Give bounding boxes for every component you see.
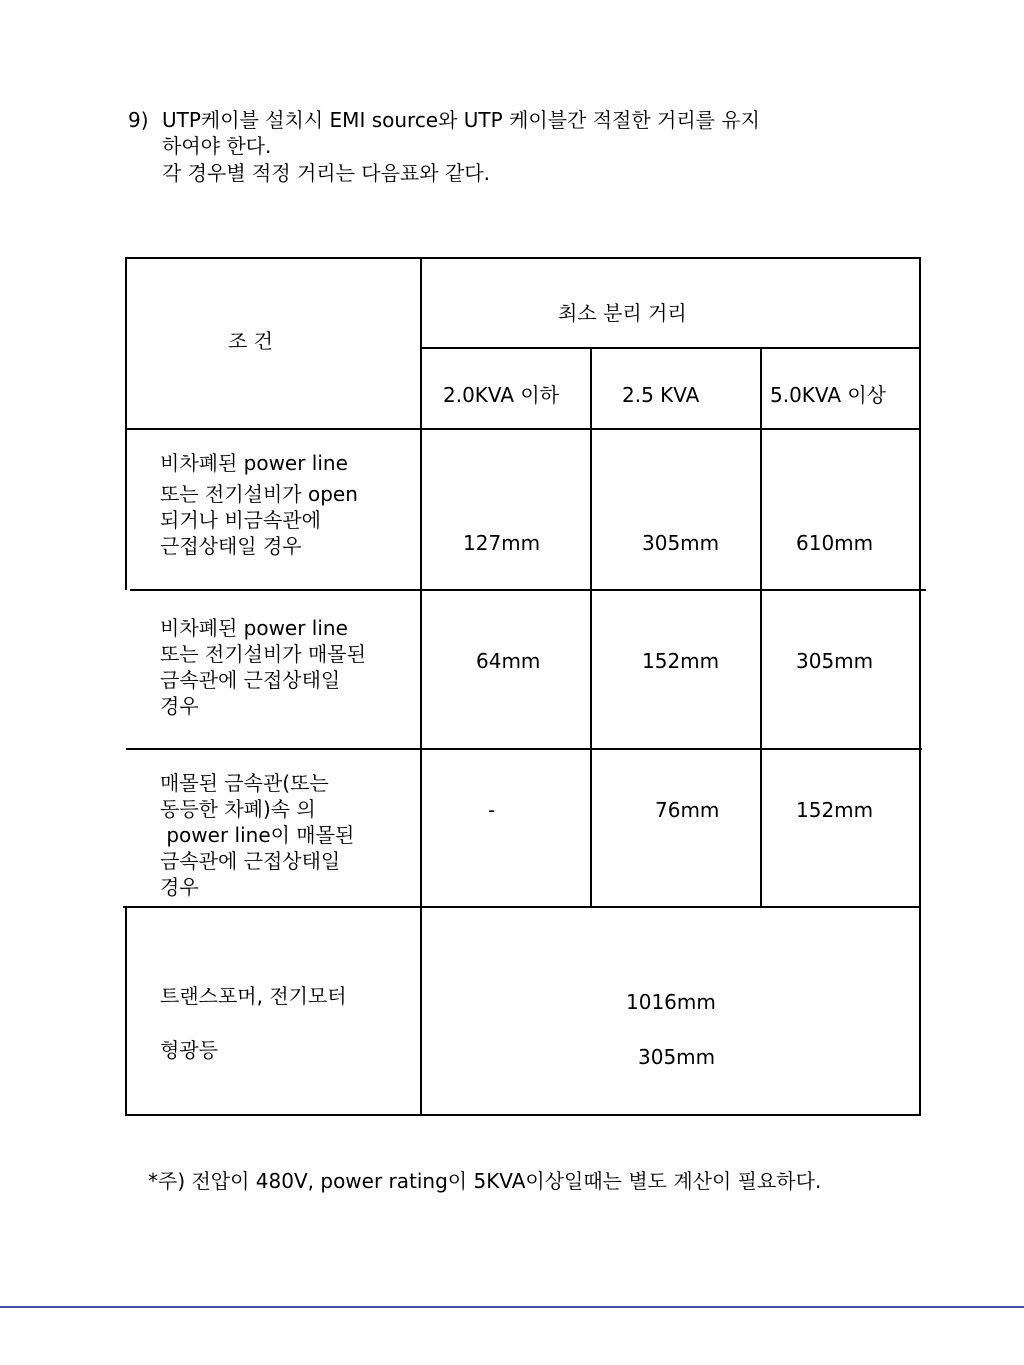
condition-header: 조 건 bbox=[228, 329, 273, 353]
row-2-value-2-5kva: 152mm bbox=[642, 649, 720, 673]
intro-line-1: UTP케이블 설치시 EMI source와 UTP 케이블간 적절한 거리를 유지 bbox=[162, 108, 760, 132]
table-divider-col-2 bbox=[760, 348, 762, 907]
intro-line-3: 각 경우별 적정 거리는 다음표와 같다. bbox=[162, 161, 490, 185]
footer-rule bbox=[0, 1306, 1024, 1308]
row-3-condition-line: 경우 bbox=[160, 875, 199, 899]
table-border-right bbox=[919, 257, 921, 1116]
row-3-value-2kva: - bbox=[488, 798, 496, 822]
table-divider-condition bbox=[420, 257, 422, 1116]
table-rule-row-1 bbox=[130, 589, 926, 591]
footnote: *주) 전압이 480V, power rating이 5KVA이상일때는 별도 계산이 필요하다. bbox=[148, 1169, 822, 1193]
row-1-condition bbox=[160, 450, 410, 559]
row-1-condition-line: 비차폐된 power line bbox=[160, 451, 348, 475]
table-border-top bbox=[125, 257, 921, 259]
table-rule-row-2 bbox=[126, 748, 922, 750]
col-header-2kva: 2.0KVA 이하 bbox=[443, 383, 560, 407]
row-3-condition-line: 매몰된 금속관(또는 bbox=[160, 771, 329, 795]
row-2-condition-line: 또는 전기설비가 매몰된 bbox=[160, 642, 366, 666]
col-header-2-5kva: 2.5 KVA bbox=[622, 383, 700, 407]
distance-header: 최소 분리 거리 bbox=[558, 301, 687, 325]
row-3-condition bbox=[160, 770, 410, 900]
row-1-condition-line: 또는 전기설비가 open bbox=[160, 482, 358, 506]
row-1-value-5kva: 610mm bbox=[796, 531, 874, 555]
table-border-bottom bbox=[125, 1114, 921, 1116]
col-header-5kva: 5.0KVA 이상 bbox=[770, 383, 887, 407]
table-rule-row-3 bbox=[123, 906, 921, 908]
table-border-left-top bbox=[125, 257, 127, 590]
row-3-value-5kva: 152mm bbox=[796, 798, 874, 822]
row-3-condition-line: 동등한 차폐)속 의 bbox=[160, 797, 316, 821]
last-row-value-1: 1016mm bbox=[626, 990, 716, 1014]
table-rule-subheader bbox=[125, 428, 921, 430]
row-1-condition-line: 되거나 비금속관에 bbox=[160, 508, 321, 532]
row-2-condition-line: 금속관에 근접상태일 bbox=[160, 668, 341, 692]
row-2-condition-line: 비차폐된 power line bbox=[160, 616, 348, 640]
last-row-condition-1: 트랜스포머, 전기모터 bbox=[160, 984, 347, 1008]
row-2-value-2kva: 64mm bbox=[476, 649, 541, 673]
row-3-condition-line: 금속관에 근접상태일 bbox=[160, 849, 341, 873]
row-2-condition bbox=[160, 615, 410, 719]
row-1-value-2kva: 127mm bbox=[463, 531, 541, 555]
row-1-value-2-5kva: 305mm bbox=[642, 531, 720, 555]
row-2-value-5kva: 305mm bbox=[796, 649, 874, 673]
row-2-condition-line: 경우 bbox=[160, 694, 199, 718]
row-1-condition-line: 근접상태일 경우 bbox=[160, 534, 302, 558]
table-rule-header bbox=[420, 347, 921, 349]
intro-line-2: 하여야 한다. bbox=[162, 134, 272, 158]
table-divider-col-1 bbox=[590, 348, 592, 907]
last-row-condition-2: 형광등 bbox=[160, 1038, 218, 1062]
item-number: 9) bbox=[128, 108, 149, 132]
row-3-condition-line: power line이 매몰된 bbox=[160, 823, 355, 847]
row-3-value-2-5kva: 76mm bbox=[655, 798, 720, 822]
table-border-left-bottom bbox=[125, 907, 127, 1116]
last-row-value-2: 305mm bbox=[638, 1045, 716, 1069]
